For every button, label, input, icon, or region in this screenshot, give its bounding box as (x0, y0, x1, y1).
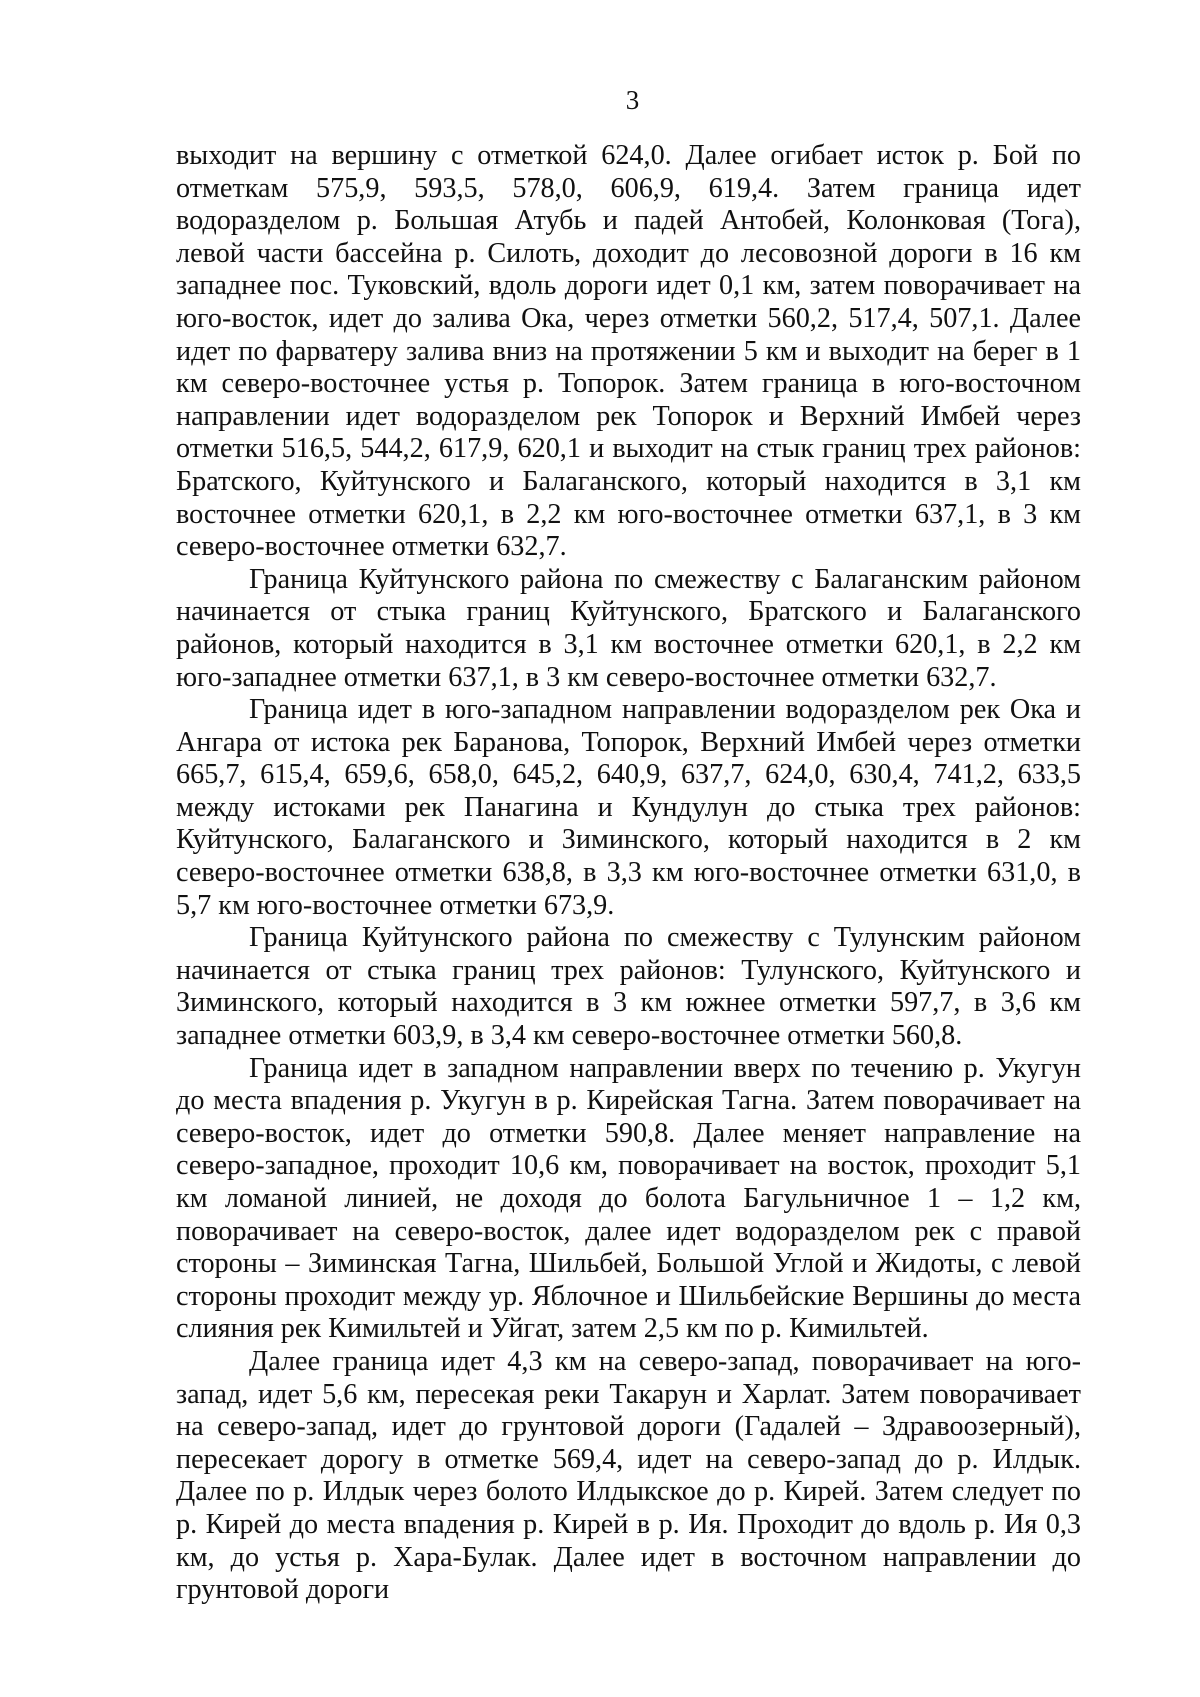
page-number: 3 (625, 85, 640, 115)
paragraph-3: Граница идет в юго-западном направлении водоразделом рек Ока и Ангара от истока рек Баранова, Топорок, Верхний Имбей через отметки 665,7, 615,4, 659,6, 658,0, 645,2, 640,9, 637,7, 624,0, 630,4, 741,2, 633,5 между истоками рек Панагина и Кундулун до стыка трех районов: Куйтунского, Балаганского и Зиминского, который находится в 2 км северо-восточнее отметки 638,8, в 3,3 км юго-восточнее отметки 631,0, в 5,7 км юго-восточнее отметки 673,9. (176, 694, 1081, 921)
paragraph-4: Граница Куйтунского района по смежеству с Тулунским районом начинается от стыка границ трех районов: Тулунского, Куйтунского и Зиминского, который находится в 3 км южнее отметки 597,7, в 3,6 км западнее отметки 603,9, в 3,4 км северо-восточнее отметки 560,8. (176, 922, 1081, 1052)
paragraph-6: Далее граница идет 4,3 км на северо-запад, поворачивает на юго-запад, идет 5,6 км, пересекая реки Такарун и Харлат. Затем поворачивает на северо-запад, идет до грунтовой дороги (Гадалей – Здравоозерный), пересекает дорогу в отметке 569,4, идет на северо-запад до р. Илдык. Далее по р. Илдык через болото Илдыкское до р. Кирей. Затем следует по р. Кирей до места впадения р. Кирей в р. Ия. Проходит до вдоль р. Ия 0,3 км, до устья р. Хара-Булак. Далее идет в восточном направлении до грунтовой дороги (176, 1345, 1081, 1606)
paragraph-2: Граница Куйтунского района по смежеству с Балаганским районом начинается от стыка границ Куйтунского, Братского и Балаганского районов, который находится в 3,1 км восточнее отметки 620,1, в 2,2 км юго-западнее отметки 637,1, в 3 км северо-восточнее отметки 632,7. (176, 563, 1081, 693)
paragraph-5: Граница идет в западном направлении вверх по течению р. Укугун до места впадения р. Укугун в р. Кирейская Тагна. Затем поворачивает на северо-восток, идет до отметки 590,8. Далее меняет направление на северо-западное, проходит 10,6 км, поворачивает на восток, проходит 5,1 км ломаной линией, не доходя до болота Багульничное 1 – 1,2 км, поворачивает на северо-восток, далее идет водоразделом рек с правой стороны – Зиминская Тагна, Шильбей, Большой Углой и Жидоты, с левой стороны проходит между ур. Яблочное и Шильбейские Вершины до места слияния рек Кимильтей и Уйгат, затем 2,5 км по р. Кимильтей. (176, 1052, 1081, 1345)
paragraph-1: выходит на вершину с отметкой 624,0. Далее огибает исток р. Бой по отметкам 575,9, 593,5, 578,0, 606,9, 619,4. Затем граница идет водоразделом р. Большая Атубь и падей Антобей, Колонковая (Тога), левой части бассейна р. Силоть, доходит до лесовозной дороги в 16 км западнее пос. Туковский, вдоль дороги идет 0,1 км, затем поворачивает на юго-восток, идет до залива Ока, через отметки 560,2, 517,4, 507,1. Далее идет по фарватеру залива вниз на протяжении 5 км и выходит на берег в 1 км северо-восточнее устья р. Топорок. Затем граница в юго-восточном направлении идет водоразделом рек Топорок и Верхний Имбей через отметки 516,5, 544,2, 617,9, 620,1 и выходит на стык границ трех районов: Братского, Куйтунского и Балаганского, который находится в 3,1 км восточнее отметки 620,1, в 2,2 км юго-восточнее отметки 637,1, в 3 км северо-восточнее отметки 632,7. (176, 140, 1081, 563)
document-body (176, 140, 1081, 1607)
